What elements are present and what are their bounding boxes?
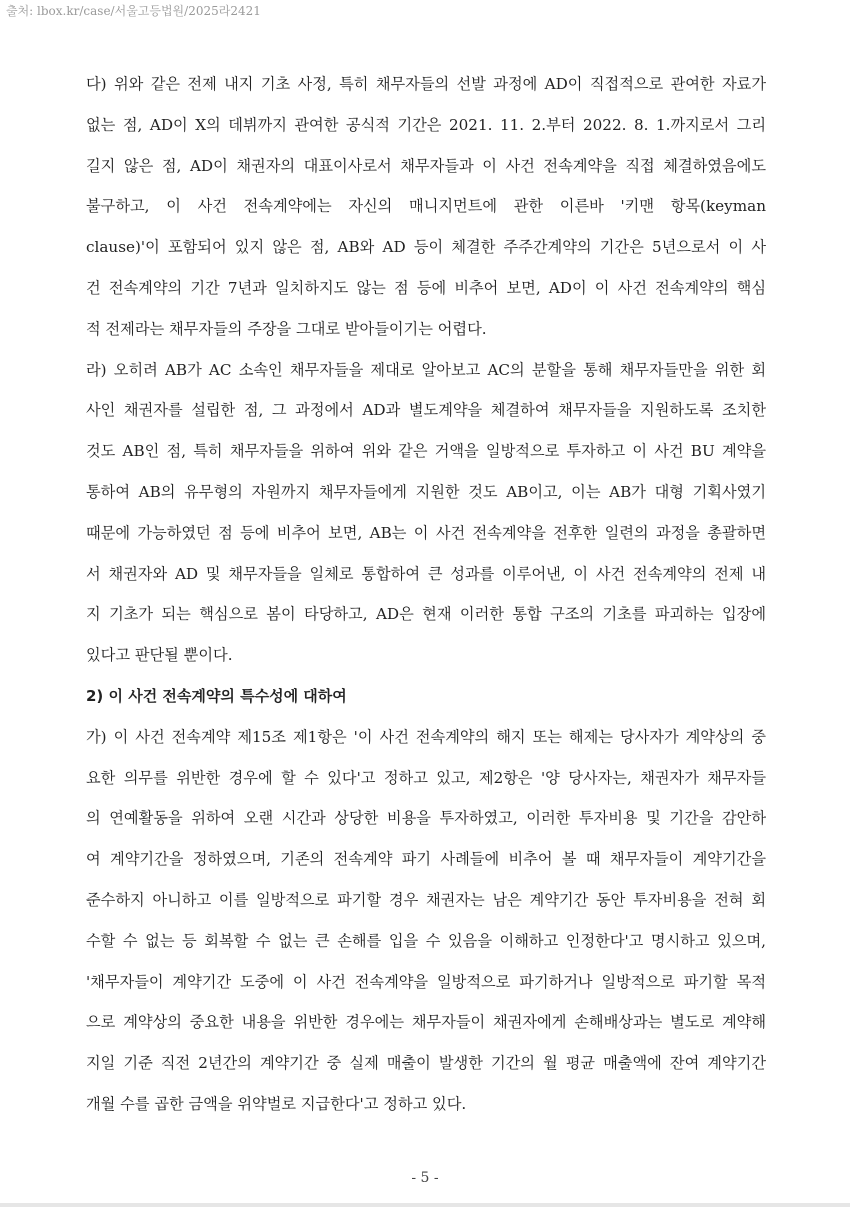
text-line: 으로 계약상의 중요한 내용을 위반한 경우에는 채무자들이 채권자에게 손해배상과는 별도로 계약해 [86,1013,766,1032]
text-line: 불구하고, 이 사건 전속계약에는 자신의 매니지먼트에 관한 이른바 '키맨 항목(keyman [86,197,766,216]
text-line: 서 채권자와 AD 및 채무자들을 일체로 통합하여 큰 성과를 이루어낸, 이 사건 전속계약의 전제 내 [86,564,766,583]
text-line: 지일 기준 직전 2년간의 계약기간 중 실제 매출이 발생한 기간의 월 평균 매출액에 잔여 계약기간 [86,1054,766,1073]
section-heading: 2) 이 사건 전속계약의 특수성에 대하여 [86,686,347,705]
text-line: 것도 AB인 점, 특히 채무자들을 위하여 위와 같은 거액을 일방적으로 투자하고 이 사건 BU 계약을 [86,442,766,461]
source-url: 출처: lbox.kr/case/서울고등법원/2025라2421 [6,4,261,18]
text-line: '채무자들이 계약기간 도중에 이 사건 전속계약을 일방적으로 파기하거나 일방적으로 파기할 목적 [86,972,766,991]
page-bottom-edge [0,1203,850,1207]
document-body [86,64,766,1125]
text-line: 지 기초가 되는 핵심으로 봄이 타당하고, AD은 현재 이러한 통합 구조의 기초를 파괴하는 입장에 [86,605,766,624]
text-line: 적 전제라는 채무자들의 주장을 그대로 받아들이기는 어렵다. [86,319,487,338]
text-line: 다) 위와 같은 전제 내지 기초 사정, 특히 채무자들의 선발 과정에 AD이 직접적으로 관여한 자료가 [86,75,766,93]
text-line: 길지 않은 점, AD이 채권자의 대표이사로서 채무자들과 이 사건 전속계약을 직접 체결하였음에도 [86,156,766,175]
text-line: 건 전속계약의 기간 7년과 일치하지도 않는 점 등에 비추어 보면, AD이 이 사건 전속계약의 핵심 [86,278,766,297]
text-line: 수할 수 없는 등 회복할 수 없는 큰 손해를 입을 수 있음을 이해하고 인정한다'고 명시하고 있으며, [86,931,766,950]
text-line: 라) 오히려 AB가 AC 소속인 채무자들을 제대로 알아보고 AC의 분할을 통해 채무자들만을 위한 회 [86,360,766,379]
text-line: 때문에 가능하였던 점 등에 비추어 보면, AB는 이 사건 전속계약을 전후한 일련의 과정을 총괄하면 [86,523,766,542]
text-line: 의 연예활동을 위하여 오랜 시간과 상당한 비용을 투자하였고, 이러한 투자비용 및 기간을 감안하 [86,809,766,828]
text-line: 개월 수를 곱한 금액을 위약벌로 지급한다'고 정하고 있다. [86,1094,467,1113]
text-line: 있다고 판단될 뿐이다. [86,646,233,665]
text-line: 요한 의무를 위반한 경우에 할 수 있다'고 정하고 있고, 제2항은 '양 당사자는, 채권자가 채무자들 [86,768,766,787]
text-line: 가) 이 사건 전속계약 제15조 제1항은 '이 사건 전속계약의 해지 또는 해제는 당사자가 계약상의 중 [86,727,766,746]
page-number: - 5 - [411,1170,439,1186]
text-line: 없는 점, AD이 X의 데뷔까지 관여한 공식적 기간은 2021. 11. 2.부터 2022. 8. 1.까지로서 그리 [86,115,766,134]
text-line: 준수하지 아니하고 이를 일방적으로 파기할 경우 채권자는 남은 계약기간 동안 투자비용을 전혀 회 [86,890,766,909]
text-line: clause)'이 포함되어 있지 않은 점, AB와 AD 등이 체결한 주주간계약의 기간은 5년으로서 이 사 [86,238,766,257]
text-line: 사인 채권자를 설립한 점, 그 과정에서 AD과 별도계약을 체결하여 채무자들을 지원하도록 조치한 [86,401,766,420]
text-line: 여 계약기간을 정하였으며, 기존의 전속계약 파기 사례들에 비추어 볼 때 채무자들이 계약기간을 [86,850,766,869]
text-line: 통하여 AB의 유무형의 자원까지 채무자들에게 지원한 것도 AB이고, 이는 AB가 대형 기획사였기 [86,482,766,501]
